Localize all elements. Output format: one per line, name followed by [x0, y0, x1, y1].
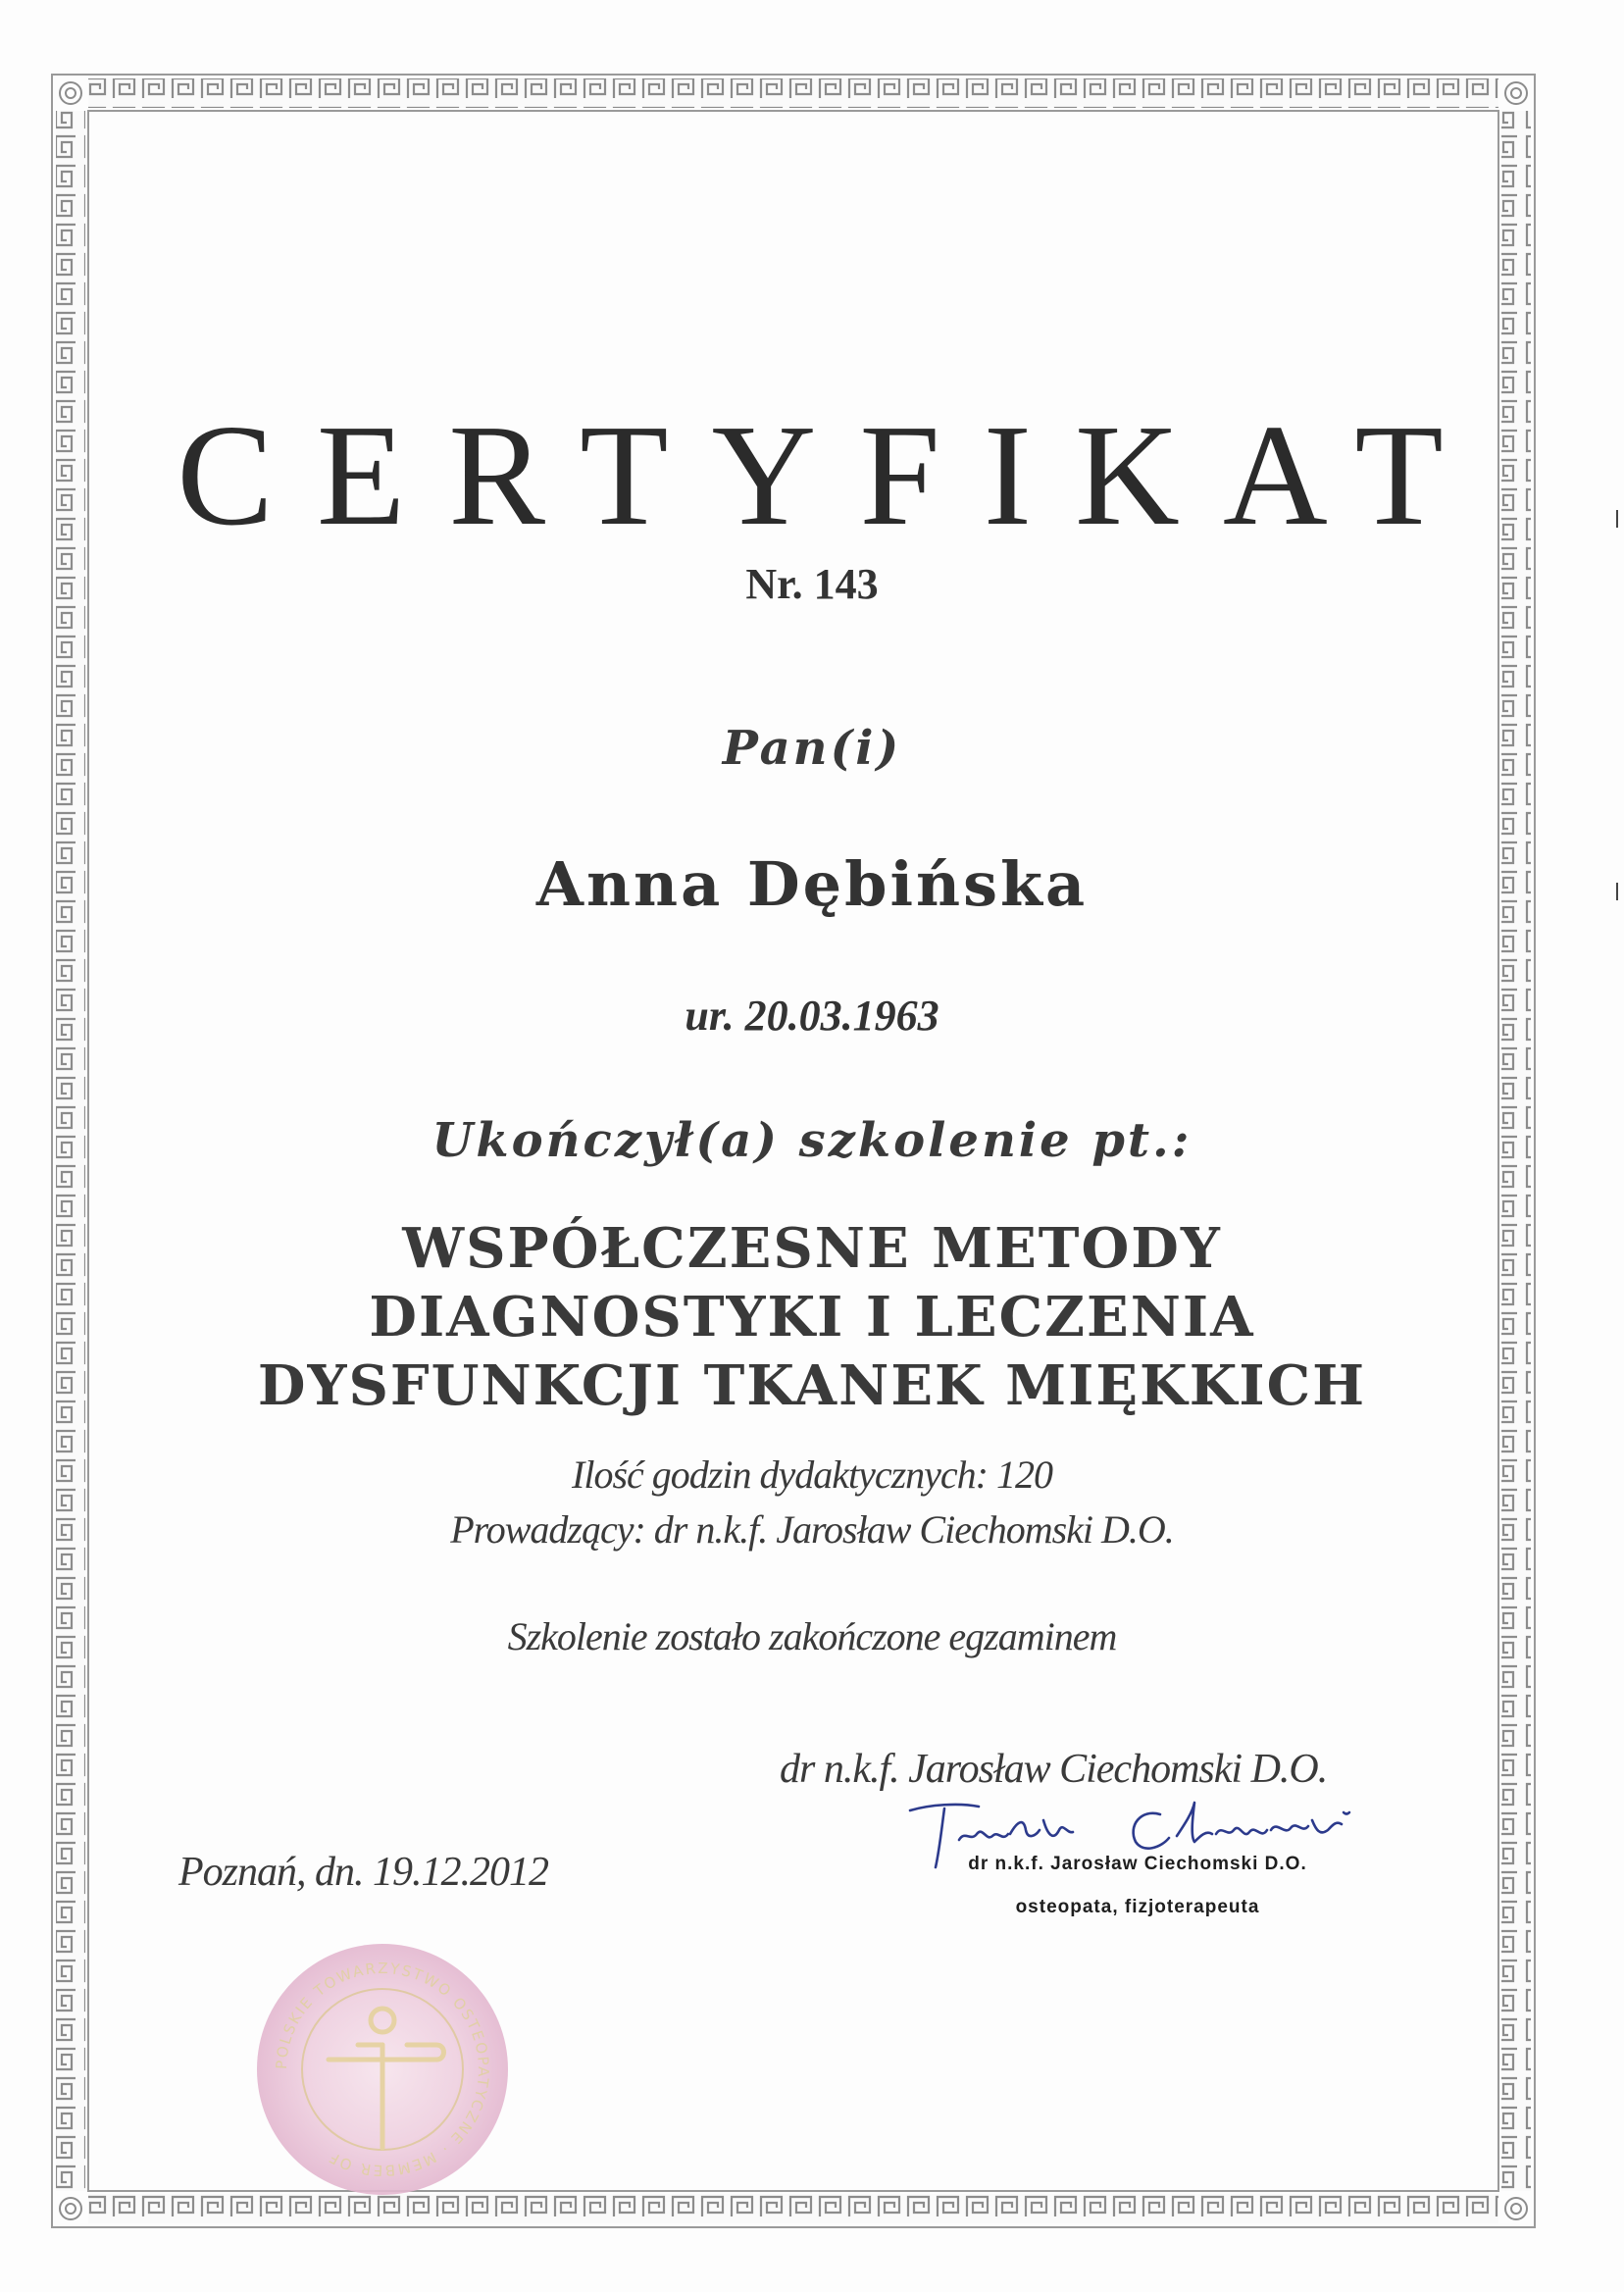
- seal-ring-text: POLSKIE TOWARZYSTWO OSTEOPATYCZNE · MEMBER OF: [272, 1959, 493, 2180]
- certificate-title: CERTYFIKAT: [177, 395, 1487, 556]
- instructor: Prowadzący: dr n.k.f. Jarosław Ciechomski D.O.: [450, 1507, 1174, 1552]
- stamp-name: dr n.k.f. Jarosław Ciechomski D.O.: [968, 1854, 1307, 1874]
- place-date: Poznań, dn. 19.12.2012: [178, 1850, 548, 1895]
- course-title-line: DIAGNOSTYKI I LECZENIA: [369, 1285, 1255, 1350]
- salutation: Pan(i): [722, 721, 902, 776]
- recipient-name: Anna Dębińska: [535, 848, 1089, 920]
- holographic-seal: [250, 1937, 515, 2202]
- didactic-hours: Ilość godzin dydaktycznych: 120: [572, 1452, 1052, 1497]
- completed-label: Ukończył(a) szkolenie pt.:: [431, 1113, 1193, 1168]
- certificate-number: Nr. 143: [745, 560, 879, 608]
- course-title-line: WSPÓŁCZESNE METODY: [402, 1216, 1222, 1281]
- course-title-line: DYSFUNKCJI TKANEK MIĘKKICH: [257, 1353, 1367, 1418]
- stamp-profession: osteopata, fizjoterapeuta: [1015, 1897, 1260, 1917]
- birth-date: ur. 20.03.1963: [685, 992, 939, 1040]
- exam-note: Szkolenie zostało zakończone egzaminem: [507, 1614, 1117, 1658]
- scan-mark: [1616, 510, 1618, 528]
- scan-mark: [1616, 883, 1618, 900]
- signature-stamp: [937, 1854, 1339, 1918]
- signer-name: dr n.k.f. Jarosław Ciechomski D.O.: [780, 1747, 1328, 1792]
